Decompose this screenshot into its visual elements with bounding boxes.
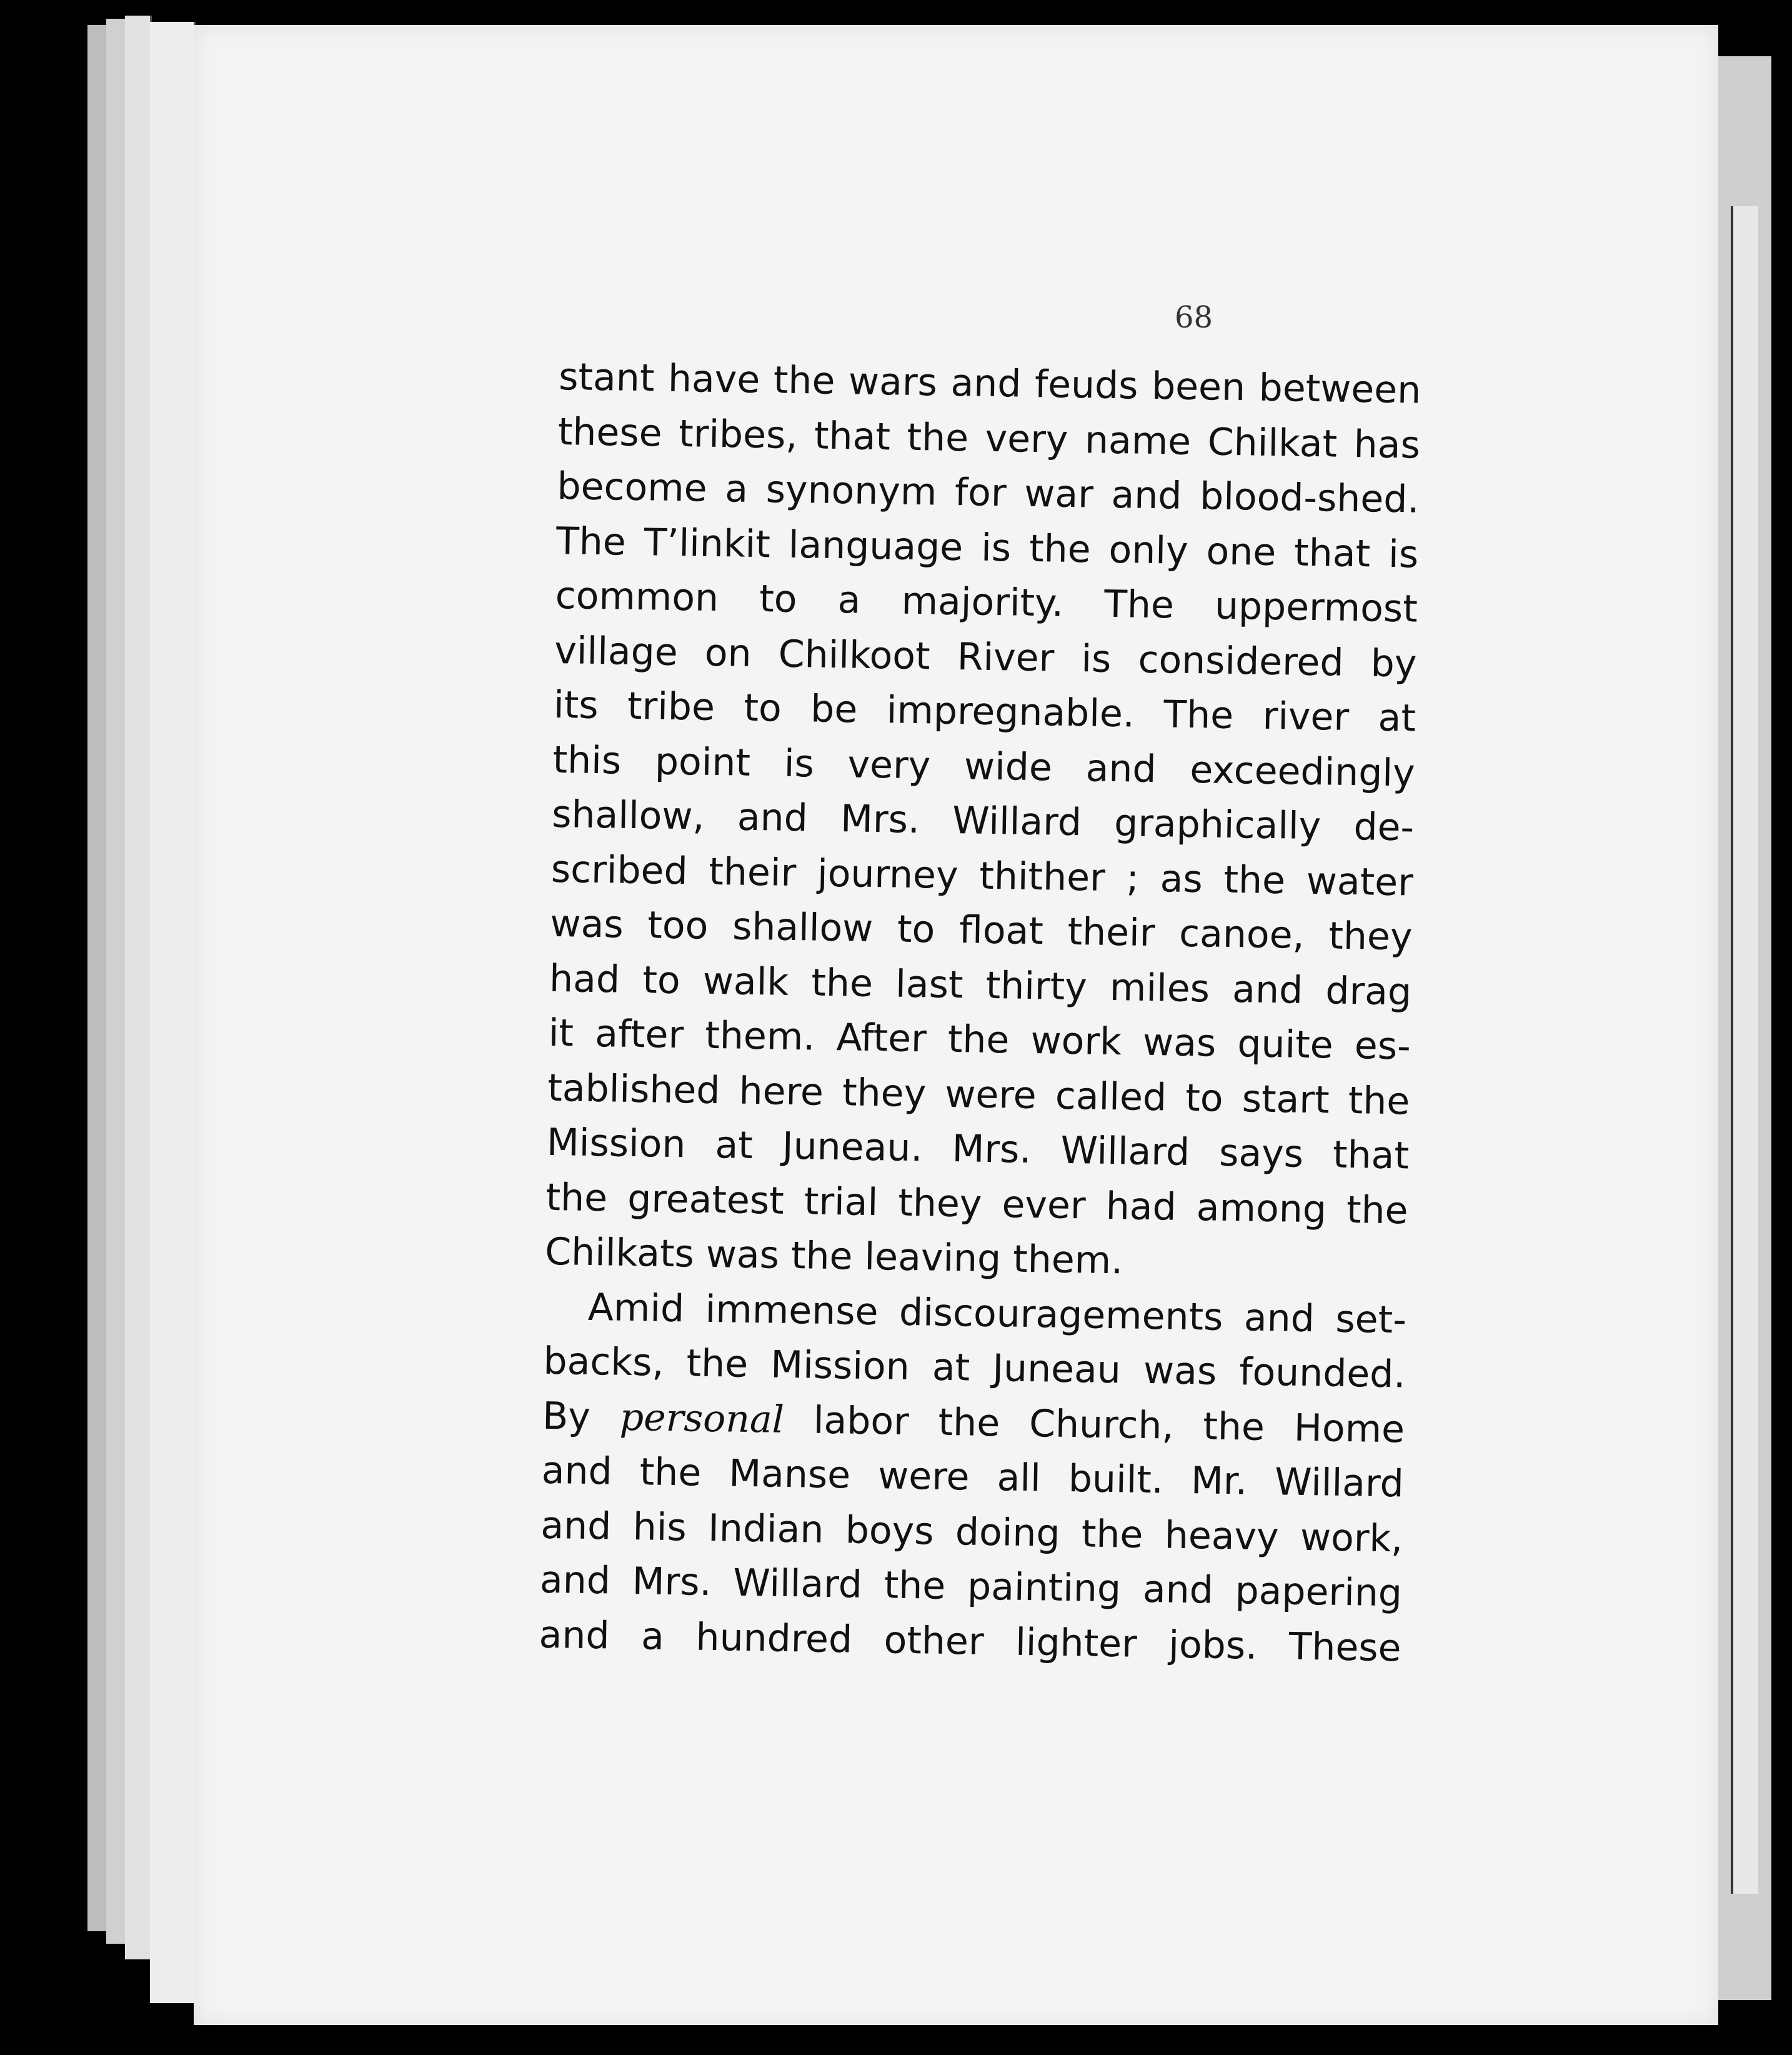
text-line: tablished here they were called to start the [547, 1066, 1410, 1124]
page-edge [125, 16, 152, 1959]
page-edge [150, 22, 196, 2003]
text-line: had to walk the last thirty miles and drag [549, 956, 1412, 1014]
page-number: 68 [1175, 300, 1213, 335]
paragraph-2 [539, 1279, 1406, 1676]
text-line: the greatest trial they ever had among the [545, 1175, 1409, 1233]
text-line: backs, the Mission at Juneau was founded. [543, 1339, 1406, 1397]
text-line: Amid immense discouragements and set- [587, 1285, 1407, 1342]
text-line: Mission at Juneau. Mrs. Willard says that [546, 1120, 1410, 1178]
text-line: was too shallow to float their canoe, they [550, 901, 1413, 959]
text-line: Chilkats was the leaving them. [544, 1229, 1123, 1283]
emphasized-word: personal [619, 1395, 785, 1442]
page-edge [87, 25, 108, 1931]
text-line: its tribe to be impregnable. The river at [553, 682, 1416, 741]
text-line: and his Indian boys doing the heavy work, [540, 1503, 1403, 1561]
text-fragment: labor the Church, the Home [784, 1398, 1405, 1451]
text-line: and Mrs. Willard the painting and papering [539, 1558, 1403, 1616]
text-line: common to a majority. The uppermost [555, 573, 1418, 631]
text-line: and the Manse were all built. Mr. Willard [541, 1448, 1405, 1506]
text-line: shallow, and Mrs. Willard graphically de- [551, 792, 1415, 850]
text-line: these tribes, that the very name Chilkat has [557, 409, 1421, 468]
paragraph-1 [545, 350, 1421, 1293]
text-line: it after them. After the work was quite es- [548, 1011, 1411, 1069]
text-line: stant have the wars and feuds been between [558, 354, 1421, 412]
body-text [539, 350, 1421, 1676]
page-edge [106, 19, 127, 1944]
text-line: village on Chilkoot River is considered by [554, 628, 1417, 686]
text-line: become a synonym for war and blood-shed. [557, 464, 1420, 522]
text-line: and a hundred other lighter jobs. These [539, 1612, 1402, 1670]
text-line: scribed their journey thither ; as the water [550, 847, 1414, 905]
text-fragment: By [542, 1394, 620, 1439]
text-line: this point is very wide and exceedingly [552, 738, 1416, 796]
facing-page-edge-inner [1731, 206, 1758, 1894]
text-line: The T’linkit language is the only one that is [555, 519, 1419, 577]
